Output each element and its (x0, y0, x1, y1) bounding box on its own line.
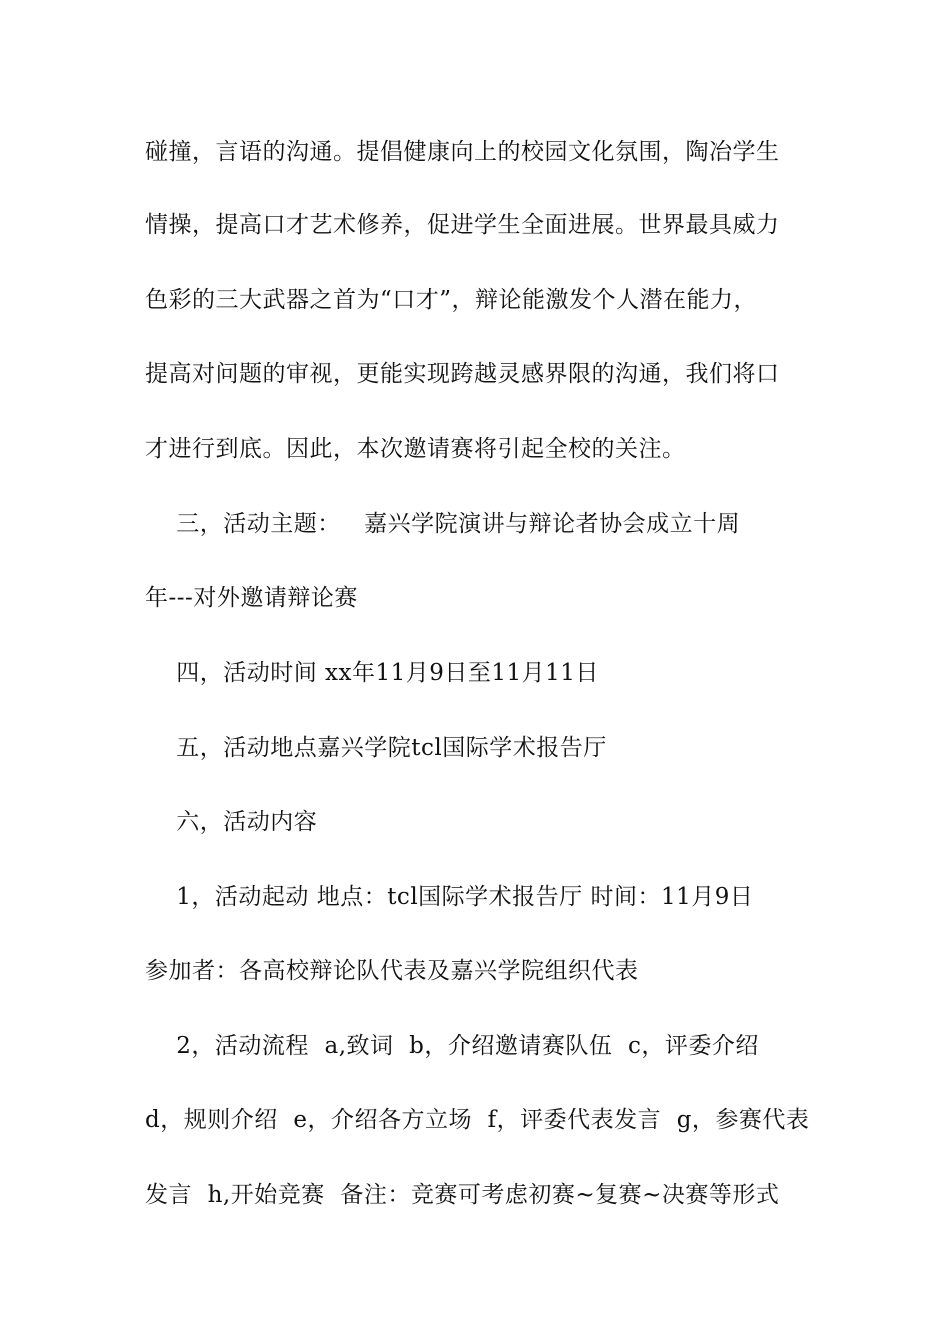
text-line: 提高对问题的审视，更能实现跨越灵感界限的沟通，我们将口 (145, 361, 780, 387)
text-line: 2，活动流程 a,致词 b，介绍邀请赛队伍 c，评委介绍 (145, 1033, 759, 1059)
text-line: 年---对外邀请辩论赛 (145, 585, 358, 611)
text-line: 1，活动起动 地点：tcl国际学术报告厅 时间：11月9日 (145, 884, 754, 910)
section-heading-location: 五，活动地点嘉兴学院tcl国际学术报告厅 (145, 735, 607, 761)
text-line: 碰撞，言语的沟通。提倡健康向上的校园文化氛围，陶冶学生 (145, 139, 780, 165)
text-line: 色彩的三大武器之首为“口才”，辩论能激发个人潜在能力， (145, 287, 758, 313)
text-line: 参加者：各高校辩论队代表及嘉兴学院组织代表 (145, 958, 639, 984)
text-line: 发言 h,开始竞赛 备注：竞赛可考虑初赛~复赛~决赛等形式 (145, 1182, 780, 1208)
text-line: d，规则介绍 e，介绍各方立场 f，评委代表发言 g，参赛代表 (145, 1107, 810, 1133)
section-heading-theme: 三，活动主题： 嘉兴学院演讲与辩论者协会成立十周 (145, 511, 741, 537)
text-line: 才进行到底。因此，本次邀请赛将引起全校的关注。 (145, 436, 686, 462)
section-heading-content: 六，活动内容 (145, 809, 318, 835)
section-heading-time: 四，活动时间 xx年11月9日至11月11日 (145, 660, 599, 686)
text-line: 情操，提高口才艺术修养，促进学生全面进展。世界最具威力 (145, 212, 780, 238)
